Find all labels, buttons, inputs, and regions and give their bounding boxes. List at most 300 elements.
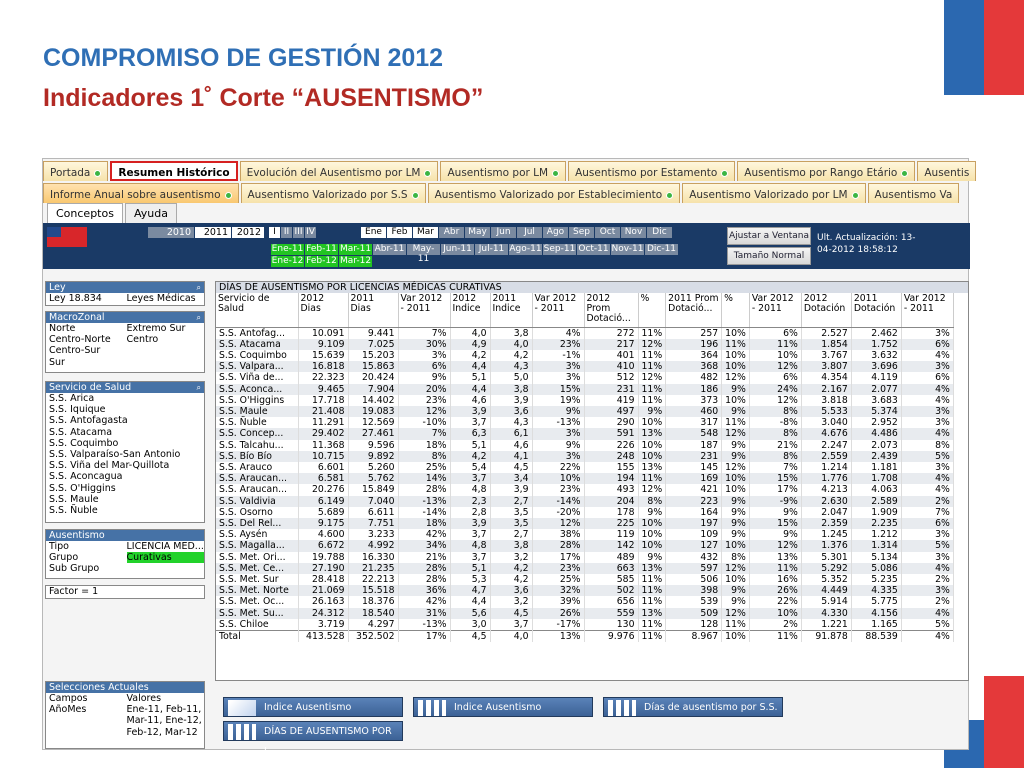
table-cell: 3% [901, 462, 953, 473]
table-cell: 6.611 [348, 507, 398, 518]
macrozonal-item[interactable] [127, 345, 205, 356]
period-ene-11[interactable]: Ene-11 [271, 244, 304, 254]
table-cell: 432 [666, 552, 722, 563]
table-cell: 39% [532, 596, 584, 607]
table-cell: 509 [666, 608, 722, 619]
table-cell: 4.119 [851, 372, 901, 383]
tab-ausentismo-por-rango-etario[interactable] [737, 161, 915, 181]
table-cell: 11% [638, 327, 666, 339]
table-row[interactable] [216, 540, 953, 551]
table-cell: 8% [749, 428, 801, 439]
month-oct[interactable]: Oct [595, 227, 620, 238]
tab-label: Resumen Histórico [118, 166, 230, 179]
status-dot-icon [424, 170, 431, 177]
table-title: DÍAS DE AUSENTISMO POR LICENCIAS MÉDICAS CURATIVAS [216, 282, 968, 293]
table-row[interactable] [216, 596, 953, 607]
column-header[interactable]: Var 2012 - 2011 [532, 293, 584, 327]
table-row[interactable] [216, 563, 953, 574]
table-cell: 3,8 [490, 384, 532, 395]
table-cell: 5.134 [851, 552, 901, 563]
ausentismo-value[interactable]: LICENCIA MED... [126, 541, 204, 552]
table-cell: 27.190 [298, 563, 348, 574]
table-cell: 2.235 [851, 518, 901, 529]
macrozonal-listbox: MacroZonal ⌕ Norte Extremo Sur Centro-Norte Centro Centro-Sur Sur [45, 311, 205, 373]
table-row[interactable] [216, 619, 953, 631]
servicio-item[interactable]: S.S. Iquique [49, 404, 106, 416]
table-cell: -20% [532, 507, 584, 518]
table-cell: 15% [749, 473, 801, 484]
table-cell: 18.376 [348, 596, 398, 607]
period-nov-11[interactable]: Nov-11 [611, 244, 644, 254]
period-oct-11[interactable]: Oct-11 [578, 244, 609, 254]
macrozonal-item[interactable]: Centro-Norte [49, 334, 111, 346]
table-cell: 9.596 [348, 440, 398, 451]
table-cell: 12% [749, 395, 801, 406]
macrozonal-item[interactable]: Centro-Sur [49, 345, 101, 357]
table-cell: 17% [532, 552, 584, 563]
table-cell: 6% [749, 327, 801, 339]
table-cell: 19.083 [348, 406, 398, 417]
year-2012[interactable]: 2012 [232, 227, 264, 238]
search-icon[interactable]: ⌕ [196, 313, 201, 322]
total-cell: 17% [398, 630, 450, 642]
bar-chart-icon [418, 700, 446, 716]
column-header[interactable]: 2011 Dotación [851, 293, 901, 327]
table-cell: 4,2 [490, 563, 532, 574]
table-cell: 3.807 [801, 361, 851, 372]
ley-value[interactable]: Ley 18.834 [49, 293, 102, 304]
tab-ausentismo-valorizado-por-s-s[interactable] [241, 183, 426, 203]
table-cell: 11% [722, 417, 750, 428]
table-cell: 10% [638, 540, 666, 551]
period-mar-11[interactable]: Mar-11 [339, 244, 372, 254]
table-cell: 9% [722, 384, 750, 395]
total-cell: 8.967 [666, 630, 722, 642]
month-ene[interactable]: Ene [361, 227, 386, 238]
table-cell: 5,4 [450, 462, 490, 473]
table-cell: 8% [749, 406, 801, 417]
table-row[interactable] [216, 529, 953, 540]
total-cell: 4,0 [490, 630, 532, 642]
row-label: S.S. Araucan... [216, 473, 298, 484]
table-row[interactable] [216, 395, 953, 406]
month-jul[interactable]: Jul [517, 227, 542, 238]
table-cell: 2.047 [801, 507, 851, 518]
period-mar-12[interactable]: Mar-12 [339, 256, 372, 266]
table-cell: 3,8 [490, 327, 532, 339]
month-nov[interactable]: Nov [621, 227, 646, 238]
table-cell: -13% [532, 417, 584, 428]
row-label: S.S. Valdivia [216, 496, 298, 507]
year-2011[interactable]: 2011 [195, 227, 231, 238]
table-row[interactable] [216, 339, 953, 350]
table-cell: 3,9 [490, 484, 532, 495]
table-cell: 11% [638, 350, 666, 361]
period-jun-11[interactable]: Jun-11 [441, 244, 474, 255]
table-cell: 364 [666, 350, 722, 361]
servicio-item[interactable]: S.S. Arica [49, 393, 95, 404]
table-cell: 9.175 [298, 518, 348, 529]
table-cell: 5,6 [450, 608, 490, 619]
tab-label: Ausentismo Valorizado por Establecimiento [434, 189, 663, 201]
table-cell: -13% [398, 619, 450, 631]
period-ene-12[interactable]: Ene-12 [271, 256, 304, 266]
table-cell: 3.683 [851, 395, 901, 406]
table-cell: 17.718 [298, 395, 348, 406]
table-cell: 2.630 [801, 496, 851, 507]
normal-size-button[interactable]: Tamaño Normal [727, 247, 811, 265]
fit-window-button[interactable]: Ajustar a Ventana [727, 227, 811, 245]
macrozonal-item[interactable]: Centro [126, 334, 159, 346]
period-abr-11[interactable]: Abr-11 [374, 244, 405, 254]
tab-label: Ausentismo por Rango Etário [744, 167, 898, 179]
table-cell: 3,7 [450, 529, 490, 540]
table-row[interactable] [216, 484, 953, 495]
table-row[interactable] [216, 608, 953, 619]
subtab-ayuda[interactable]: Ayuda [125, 203, 177, 223]
tab-ausentis[interactable] [917, 161, 976, 181]
tab-ausentismo-valorizado-por-establecimiento[interactable] [428, 183, 681, 203]
table-cell: 226 [584, 440, 638, 451]
servicio-item[interactable]: S.S. Maule [49, 493, 99, 505]
table-cell: 10% [638, 451, 666, 462]
table-icon [228, 724, 256, 740]
table-cell: 3,2 [490, 552, 532, 563]
table-cell: 4% [901, 395, 953, 406]
column-header[interactable]: % [638, 293, 666, 327]
total-cell: 4% [901, 630, 953, 642]
macrozonal-item[interactable] [127, 357, 205, 368]
tab-informe-anual-sobre-ausentismo[interactable] [43, 183, 239, 203]
table-cell: 11.291 [298, 417, 348, 428]
table-cell: 4.330 [801, 608, 851, 619]
search-icon[interactable]: ⌕ [196, 283, 201, 292]
table-cell: 8% [722, 552, 750, 563]
table-cell: 4,4 [450, 361, 490, 372]
row-label: S.S. Talcahu... [216, 440, 298, 451]
table-cell: 3,8 [490, 540, 532, 551]
table-row[interactable] [216, 406, 953, 417]
table-cell: 5.533 [801, 406, 851, 417]
table-cell: 5.301 [801, 552, 851, 563]
table-cell: 248 [584, 451, 638, 462]
chart-button-indice-ausentismo[interactable] [413, 697, 593, 717]
column-header[interactable]: Servicio de Salud [216, 293, 298, 327]
row-label: S.S. Concep... [216, 428, 298, 439]
table-cell: 4.992 [348, 540, 398, 551]
table-cell: 11% [722, 619, 750, 631]
table-cell: 663 [584, 563, 638, 574]
table-cell: 3.696 [851, 361, 901, 372]
table-row[interactable] [216, 462, 953, 473]
period-feb-12[interactable]: Feb-12 [306, 256, 337, 266]
total-cell: 9.976 [584, 630, 638, 642]
macrozonal-row [46, 345, 204, 356]
tab-ausentismo-por-estamento[interactable] [568, 161, 735, 181]
table-cell: 10.091 [298, 327, 348, 339]
table-cell: 3% [901, 552, 953, 563]
table-cell: 15.849 [348, 484, 398, 495]
table-cell: 22.213 [348, 574, 398, 585]
macrozonal-item[interactable]: Norte [49, 323, 76, 334]
table-cell: 9% [722, 406, 750, 417]
table-row[interactable] [216, 507, 953, 518]
table-row[interactable] [216, 473, 953, 484]
table-cell: 12% [532, 518, 584, 529]
ausentismo-row [46, 563, 204, 574]
table-cell: 368 [666, 361, 722, 372]
table-cell: 4.676 [801, 428, 851, 439]
table-cell: 9% [722, 585, 750, 596]
table-cell: 128 [666, 619, 722, 631]
table-row[interactable] [216, 384, 953, 395]
table-cell: 7.025 [348, 339, 398, 350]
table-row[interactable] [216, 552, 953, 563]
table-cell: 9% [722, 518, 750, 529]
table-cell: 23% [532, 484, 584, 495]
table-cell: 4.335 [851, 585, 901, 596]
search-icon[interactable]: ⌕ [196, 383, 201, 392]
ausentismo-value[interactable]: Curativas [127, 552, 205, 563]
table-cell: 15.863 [348, 361, 398, 372]
subtab-conceptos[interactable]: Conceptos [47, 203, 123, 223]
table-cell: 4,0 [490, 339, 532, 350]
table-cell: 10% [532, 473, 584, 484]
table-cell: 4.213 [801, 484, 851, 495]
tab-portada[interactable] [43, 161, 108, 181]
tab-ausentismo-valorizado-por-lm[interactable] [682, 183, 865, 203]
table-cell: 12.569 [348, 417, 398, 428]
status-dot-icon [721, 170, 728, 177]
quarter-I[interactable]: I [269, 227, 280, 238]
column-header[interactable]: 2012 Dias [298, 293, 348, 327]
table-cell: 23% [532, 339, 584, 350]
period-ago-11[interactable]: Ago-11 [509, 244, 542, 254]
month-dic[interactable]: Dic [647, 227, 672, 238]
servicio-item[interactable]: S.S. Viña del Mar-Quillota [49, 460, 170, 472]
table-row[interactable] [216, 372, 953, 383]
month-ago[interactable]: Ago [543, 227, 568, 238]
table-cell: 12% [722, 462, 750, 473]
period-sep-11[interactable]: Sep-11 [543, 244, 576, 254]
table-cell: -13% [398, 496, 450, 507]
month-abr[interactable]: Abr [439, 227, 464, 238]
table-row[interactable] [216, 440, 953, 451]
month-may[interactable]: May [465, 227, 490, 238]
tab-resumen-historico[interactable] [110, 161, 237, 181]
column-header[interactable]: 2012 Indice [450, 293, 490, 327]
table-row[interactable] [216, 451, 953, 462]
table-cell: 14% [398, 473, 450, 484]
table-cell: 502 [584, 585, 638, 596]
table-cell: 16.330 [348, 552, 398, 563]
servicio-item[interactable]: S.S. O'Higgins [49, 482, 116, 494]
table-cell: 11% [638, 361, 666, 372]
quarter-III[interactable]: III [294, 227, 303, 237]
table-cell: 3% [532, 361, 584, 372]
table-cell: 187 [666, 440, 722, 451]
row-label: S.S. Met. Su... [216, 608, 298, 619]
table-cell: 2.073 [851, 440, 901, 451]
macrozonal-item[interactable]: Extremo Sur [126, 323, 186, 334]
table-cell: 2,8 [450, 507, 490, 518]
table-cell: 421 [666, 484, 722, 495]
servicio-item[interactable]: S.S. Atacama [49, 426, 113, 438]
table-cell: 13% [749, 552, 801, 563]
table-cell: 4,5 [490, 462, 532, 473]
factor-select[interactable]: Factor = 1 [45, 585, 205, 599]
table-cell: -8% [749, 417, 801, 428]
status-dot-icon [94, 170, 101, 177]
servicio-item[interactable]: S.S. Ñuble [49, 505, 98, 517]
chart-button-indice-ausentismo[interactable] [223, 697, 403, 717]
table-cell: 12% [638, 372, 666, 383]
table-cell: 24.312 [298, 608, 348, 619]
table-row[interactable] [216, 361, 953, 372]
table-cell: 1.752 [851, 339, 901, 350]
table-cell: 25% [398, 462, 450, 473]
table-cell: 11% [749, 339, 801, 350]
table-row[interactable] [216, 518, 953, 529]
table-cell: 11% [638, 585, 666, 596]
table-cell: 16.818 [298, 361, 348, 372]
servicio-item[interactable]: S.S. Valparaíso-San Antonio [49, 449, 181, 461]
table-cell: 11% [749, 563, 801, 574]
table-cell: 130 [584, 619, 638, 631]
table-cell: 10% [722, 350, 750, 361]
last-update-text: Ult. Actualización: 13-04-2012 18:58:12 [817, 233, 916, 255]
table-cell: 585 [584, 574, 638, 585]
servicio-item[interactable]: S.S. Aconcagua [49, 471, 123, 483]
column-header[interactable]: Var 2012 - 2011 [398, 293, 450, 327]
column-header[interactable]: Var 2012 - 2011 [749, 293, 801, 327]
table-row[interactable] [216, 496, 953, 507]
table-row[interactable] [216, 417, 953, 428]
month-mar[interactable]: Mar [413, 227, 438, 238]
ausentismo-field: Grupo [49, 552, 79, 564]
table-cell: 9% [638, 552, 666, 563]
macrozonal-item[interactable]: Sur [49, 356, 65, 368]
servicio-item[interactable]: S.S. Coquimbo [49, 437, 119, 449]
tab-label: Ausentis [924, 167, 970, 179]
table-row[interactable] [216, 327, 953, 339]
table-cell: 6% [398, 361, 450, 372]
table-row[interactable] [216, 428, 953, 439]
column-header[interactable]: % [722, 293, 750, 327]
table-cell: 5.086 [851, 563, 901, 574]
servicio-listbox: Servicio de Salud ⌕ S.S. Arica S.S. Iquique S.S. Antofagasta S.S. Atacama S.S. Coquimbo S.S. Valparaíso-San Antonio S.S. Viña del Mar-Quillota S.S. Aconcagua S.S. O'Higgins S.S. Maule S.S. Ñuble [45, 381, 205, 523]
table-cell: 186 [666, 384, 722, 395]
tab-label: Ausentismo por Estamento [575, 167, 718, 179]
column-header[interactable]: 2011 Dias [348, 293, 398, 327]
column-header[interactable]: 2012 Prom Dotació... [584, 293, 638, 327]
month-sep[interactable]: Sep [569, 227, 594, 238]
table-cell: 7% [749, 462, 801, 473]
quarter-IV[interactable]: IV [306, 227, 315, 237]
table-cell: 231 [666, 451, 722, 462]
column-header[interactable]: 2011 Prom Dotació... [666, 293, 722, 327]
table-cell: 1.909 [851, 507, 901, 518]
table-cell: 11% [638, 473, 666, 484]
servicio-item[interactable]: S.S. Antofagasta [49, 415, 128, 427]
tab-label: Ausentismo Va [874, 189, 953, 201]
table-cell: 26% [749, 585, 801, 596]
table-cell: 1.212 [851, 529, 901, 540]
table-cell: 597 [666, 563, 722, 574]
table-cell: 12% [749, 540, 801, 551]
table-cell: 6,3 [450, 428, 490, 439]
table-cell: 4,2 [450, 451, 490, 462]
table-cell: 217 [584, 339, 638, 350]
table-cell: 410 [584, 361, 638, 372]
table-cell: -9% [749, 496, 801, 507]
quarter-II[interactable]: II [281, 227, 292, 238]
table-row[interactable] [216, 574, 953, 585]
table-cell: 9.892 [348, 451, 398, 462]
table-cell: -14% [398, 507, 450, 518]
tab-ausentismo-va[interactable] [868, 183, 960, 203]
table-cell: 42% [398, 596, 450, 607]
chart-button-dias-de-ausentismo-por-l[interactable] [223, 721, 403, 757]
month-jun[interactable]: Jun [491, 227, 516, 238]
table-cell: 4,4 [450, 596, 490, 607]
table-cell: 4,0 [450, 327, 490, 339]
period-feb-11[interactable]: Feb-11 [306, 244, 337, 254]
period-may-11[interactable]: May-11 [407, 244, 440, 255]
tab-evolucion-del-ausentismo-por-lm[interactable] [240, 161, 439, 181]
year-2010[interactable]: 2010 [148, 227, 194, 238]
table-cell: 9% [722, 507, 750, 518]
row-label: S.S. O'Higgins [216, 395, 298, 406]
table-cell: 6.149 [298, 496, 348, 507]
table-cell: 4,6 [450, 395, 490, 406]
table-cell: 11.368 [298, 440, 348, 451]
table-cell: 4.297 [348, 619, 398, 631]
tab-ausentismo-por-lm[interactable] [440, 161, 566, 181]
column-header[interactable]: 2012 Dotación [801, 293, 851, 327]
table-cell: 4% [901, 608, 953, 619]
table-cell: 197 [666, 518, 722, 529]
table-cell: 8% [398, 451, 450, 462]
ausentismo-value[interactable] [127, 563, 205, 574]
table-cell: 5.292 [801, 563, 851, 574]
table-row[interactable] [216, 350, 953, 361]
sheet-tabs-row1 [43, 161, 978, 181]
table-cell: 8% [638, 496, 666, 507]
column-header[interactable]: Var 2012 - 2011 [901, 293, 953, 327]
column-header[interactable]: 2011 Indice [490, 293, 532, 327]
period-dic-11[interactable]: Dic-11 [646, 244, 677, 254]
table-row[interactable] [216, 585, 953, 596]
chart-button-dias-de-ausentismo-por-s-s[interactable] [603, 697, 783, 717]
table-cell: 9% [638, 507, 666, 518]
table-cell: 4% [901, 384, 953, 395]
table-cell: 21.235 [348, 563, 398, 574]
table-cell: 155 [584, 462, 638, 473]
month-feb[interactable]: Feb [387, 227, 412, 238]
status-dot-icon [901, 170, 908, 177]
table-cell: 19.788 [298, 552, 348, 563]
table-cell: 10% [722, 484, 750, 495]
period-jul-11[interactable]: Jul-11 [475, 244, 508, 255]
table-cell: 5.260 [348, 462, 398, 473]
table-cell: 30% [398, 339, 450, 350]
table-cell: 20.424 [348, 372, 398, 383]
macrozonal-row [46, 334, 204, 345]
table-cell: 2.952 [851, 417, 901, 428]
table-cell: 1.181 [851, 462, 901, 473]
row-label: S.S. Met. Ori... [216, 552, 298, 563]
